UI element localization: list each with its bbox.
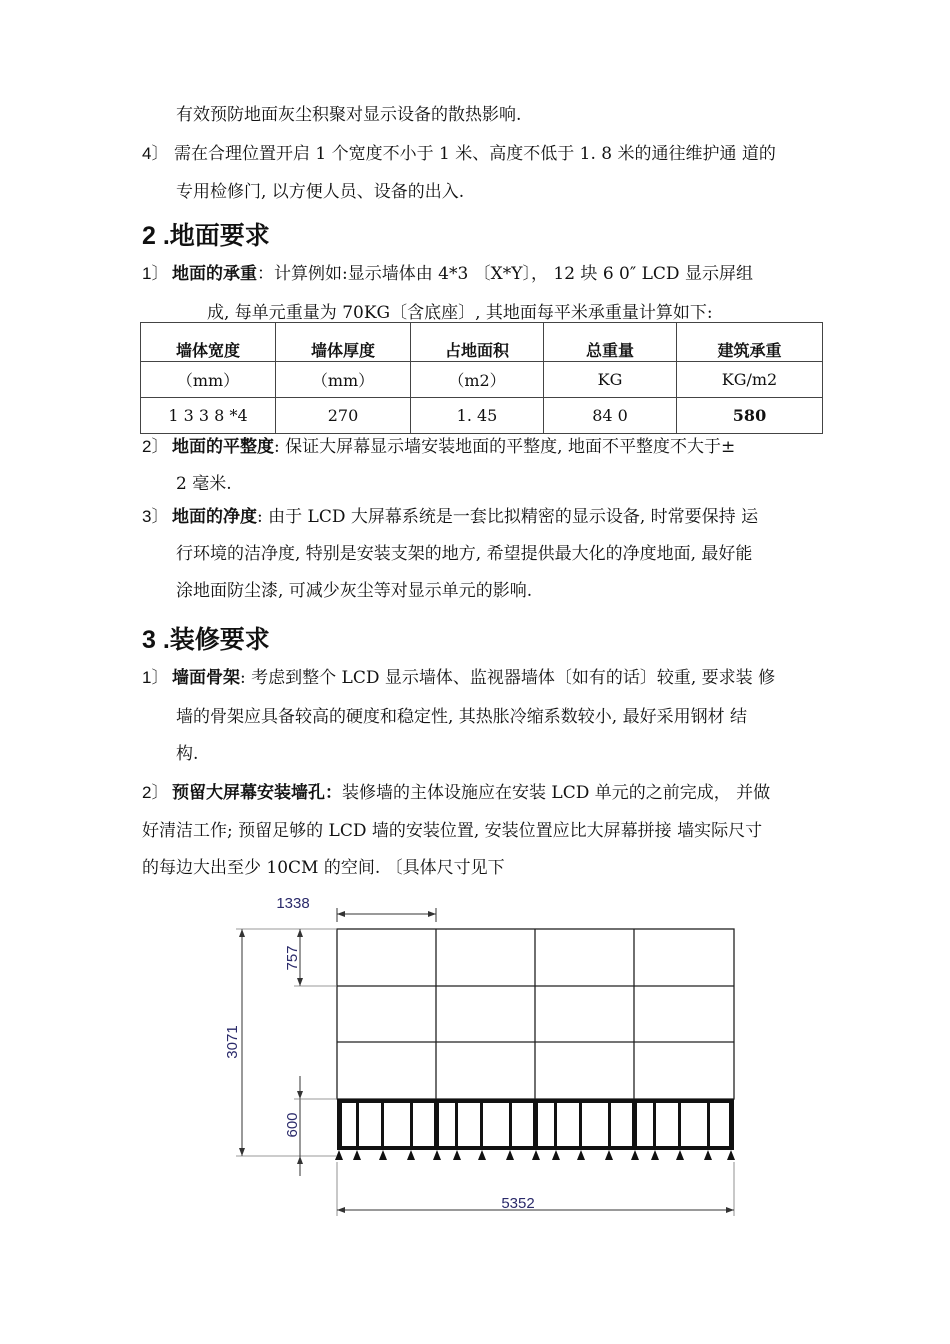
item4-number: 4〕 xyxy=(142,144,169,163)
arrow-icon xyxy=(337,1207,345,1213)
base-foot xyxy=(532,1150,540,1160)
table-unit-cell: （m2） xyxy=(411,362,544,398)
base-foot xyxy=(552,1150,560,1160)
base-foot xyxy=(631,1150,639,1160)
base-foot xyxy=(335,1150,343,1160)
s3-item1-text: : 考虑到整个 LCD 显示墙体、监视器墙体〔如有的话〕较重, 要求装 修 xyxy=(240,668,776,688)
s2-item2-text: : 保证大屏幕显示墙安装地面的平整度, 地面不平整度不大于± xyxy=(274,437,736,457)
table-header-cell: 总重量 xyxy=(544,323,677,362)
base-post xyxy=(533,1099,538,1150)
base-height-label: 600 xyxy=(284,1112,301,1138)
base-cabinets xyxy=(335,1099,735,1160)
table-unit-cell: （mm） xyxy=(276,362,411,398)
arrow-icon xyxy=(297,929,303,937)
arrow-icon xyxy=(337,911,345,917)
arrow-icon xyxy=(297,978,303,986)
base-post xyxy=(434,1099,439,1150)
s3-item1-number: 1〕 xyxy=(142,668,169,687)
s3-item2-line-1 xyxy=(172,782,770,804)
table-header-cell: 墙体厚度 xyxy=(276,323,411,362)
s3-item1-line-1 xyxy=(172,667,775,689)
table-unit-cell: KG xyxy=(544,362,677,398)
s3-item2-line-2: 好清洁工作; 预留足够的 LCD 墙的安装位置, 安装位置应比大屏幕拼接 墙实际尺寸 xyxy=(142,821,763,841)
base-post xyxy=(632,1099,637,1150)
table-unit-cell: KG/m2 xyxy=(677,362,823,398)
base-foot xyxy=(453,1150,461,1160)
s2-item3-line-2: 行环境的洁净度, 特别是安装支架的地方, 希望提供最大化的净度地面, 最好能 xyxy=(176,544,753,564)
base-post xyxy=(608,1099,611,1150)
table-header-cell: 建筑承重 xyxy=(677,323,823,362)
base-post xyxy=(410,1099,413,1150)
base-post xyxy=(381,1099,384,1150)
arrow-icon xyxy=(297,1156,303,1164)
table-value-cell: 1. 45 xyxy=(411,398,544,434)
table-value-cell: 84 0 xyxy=(544,398,677,434)
s2-item3-text: : 由于 LCD 大屏幕系统是一套比拟精密的显示设备, 时常要保持 运 xyxy=(257,507,759,527)
base-foot xyxy=(577,1150,585,1160)
section2-heading: 2 .地面要求 xyxy=(142,222,270,250)
base-post xyxy=(653,1099,656,1150)
base-foot xyxy=(605,1150,613,1160)
s2-item1-label: 地面的承重 xyxy=(172,264,257,283)
s2-item1-number: 1〕 xyxy=(142,264,169,283)
base-post xyxy=(509,1099,512,1150)
item4-line-2: 专用检修门, 以方便人员、设备的出入. xyxy=(176,182,465,202)
table-value-cell: 1 3 3 8 *4 xyxy=(141,398,276,434)
base-post xyxy=(554,1099,557,1150)
s2-item1-line-2: 成, 每单元重量为 70KG〔含底座〕, 其地面每平米承重量计算如下: xyxy=(207,303,713,323)
unit-width-label: 1338 xyxy=(276,895,310,912)
video-wall-dimension-diagram xyxy=(0,880,950,1225)
table-header-cell: 占地面积 xyxy=(411,323,544,362)
s2-item2-label: 地面的平整度 xyxy=(172,437,274,456)
s2-item2-line-2: 2 毫米. xyxy=(176,474,232,494)
screen-grid xyxy=(337,929,734,1099)
s2-item2-line-1 xyxy=(172,436,735,458)
arrow-icon xyxy=(726,1207,734,1213)
s2-item2-number: 2〕 xyxy=(142,437,169,456)
base-post xyxy=(707,1099,710,1150)
table-header-row xyxy=(141,323,823,362)
base-foot xyxy=(676,1150,684,1160)
base-post xyxy=(678,1099,681,1150)
s3-item2-text: 装修墙的主体设施应在安装 LCD 单元的之前完成， 并做 xyxy=(342,783,771,803)
s3-item2-number: 2〕 xyxy=(142,783,169,802)
s3-item2-line-3: 的每边大出至少 10CM 的空间. 〔具体尺寸见下 xyxy=(142,858,505,878)
unit-height-label: 757 xyxy=(284,945,301,971)
s3-item2-label: 预留大屏幕安装墙孔： xyxy=(172,783,342,802)
base-post xyxy=(455,1099,458,1150)
s3-item1-line-3: 构. xyxy=(176,744,199,764)
table-header-cell: 墙体宽度 xyxy=(141,323,276,362)
s3-item1-line-2: 墙的骨架应具备较高的硬度和稳定性, 其热胀冷缩系数较小, 最好采用钢材 结 xyxy=(176,707,748,727)
s2-item3-line-3: 涂地面防尘漆, 可减少灰尘等对显示单元的影响. xyxy=(176,581,533,601)
arrow-icon xyxy=(297,1091,303,1099)
item4-line-1: 需在合理位置开启 1 个宽度不小于 1 米、高度不低于 1. 8 米的通往维护通 道的 xyxy=(174,144,776,164)
s2-item3-number: 3〕 xyxy=(142,507,169,526)
base-foot xyxy=(704,1150,712,1160)
base-foot xyxy=(478,1150,486,1160)
base-post xyxy=(729,1099,734,1150)
section3-heading: 3 .装修要求 xyxy=(142,626,270,654)
weight-table xyxy=(140,322,823,434)
base-foot xyxy=(407,1150,415,1160)
s2-item1-line-1 xyxy=(172,263,753,285)
base-foot xyxy=(353,1150,361,1160)
base-post xyxy=(337,1099,342,1150)
total-width-label: 5352 xyxy=(501,1195,535,1212)
base-foot xyxy=(651,1150,659,1160)
s2-item3-line-1 xyxy=(172,506,758,528)
arrow-icon xyxy=(428,911,436,917)
table-value-cell: 270 xyxy=(276,398,411,434)
base-foot xyxy=(379,1150,387,1160)
arrow-icon xyxy=(239,929,245,937)
base-foot xyxy=(433,1150,441,1160)
arrow-icon xyxy=(239,1148,245,1156)
base-foot xyxy=(506,1150,514,1160)
base-post xyxy=(356,1099,359,1150)
s2-item1-text: ：计算例如:显示墙体由 4*3 〔X*Y〕， 12 块 6 0″ LCD 显示屏组 xyxy=(257,264,753,284)
s2-item3-label: 地面的净度 xyxy=(172,507,257,526)
s3-item1-label: 墙面骨架 xyxy=(172,668,240,687)
base-post xyxy=(579,1099,582,1150)
table-values-row xyxy=(141,398,823,434)
intro-line-1: 有效预防地面灰尘积聚对显示设备的散热影响. xyxy=(176,105,522,125)
table-value-cell: 580 xyxy=(677,398,823,434)
base-post xyxy=(480,1099,483,1150)
table-unit-cell: （mm） xyxy=(141,362,276,398)
total-height-label: 3071 xyxy=(224,1025,241,1059)
base-foot xyxy=(727,1150,735,1160)
table-units-row xyxy=(141,362,823,398)
